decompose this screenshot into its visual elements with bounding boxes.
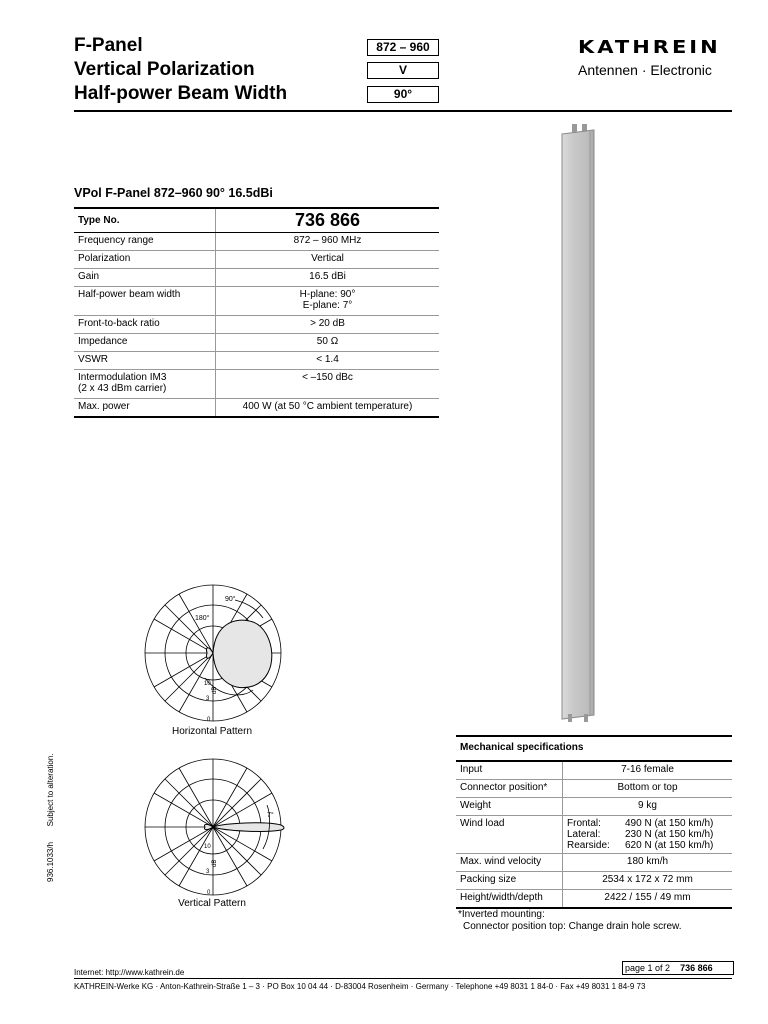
- mech-value: 2422 / 155 / 49 mm: [563, 890, 733, 909]
- wind-val: 620 N (at 150 km/h): [625, 840, 714, 851]
- electrical-spec-table: [74, 207, 439, 418]
- v-angle-label: 7°: [267, 812, 274, 819]
- mech-label: Height/width/depth: [456, 890, 563, 909]
- frequency-badge: 872 – 960: [367, 39, 439, 56]
- spec-value: < 1.4: [216, 352, 440, 370]
- doc-code: 936.1033/h: [46, 841, 55, 882]
- v-scale-3: 3: [206, 869, 210, 875]
- h-angle-label: 90°: [225, 596, 236, 603]
- note-line-2: Connector position top: Change drain hole screw.: [463, 921, 682, 932]
- vertical-pattern-caption: Vertical Pattern: [178, 898, 246, 909]
- mechanical-spec-table: [456, 735, 732, 909]
- horizontal-pattern-caption: Horizontal Pattern: [171, 726, 253, 737]
- h-db-label: dB: [212, 686, 218, 694]
- spec-value: 50 Ω: [216, 334, 440, 352]
- spec-row: [74, 334, 439, 352]
- spec-row: [74, 287, 439, 316]
- company-address: KATHREIN-Werke KG · Anton-Kathrein-Straße 1 – 3 · PO Box 10 04 44 · D-83004 Rosenheim · Germany · Telephone +49 8031 1 84-0 · Fax +49 8031 1 84-9 73: [74, 982, 646, 991]
- page-indicator: [622, 961, 734, 975]
- note-line-1: *Inverted mounting:: [458, 909, 545, 920]
- h-scale-0: 0: [207, 717, 211, 723]
- spec-label: Max. power: [74, 399, 216, 418]
- im3-label: Intermodulation IM3: [78, 372, 167, 383]
- page-number: page 1 of 2: [625, 963, 671, 973]
- wind-key: Rearside:: [567, 840, 610, 851]
- h-scale-10: 10: [204, 681, 211, 687]
- type-number: 736 866: [216, 208, 440, 233]
- spec-row: [74, 352, 439, 370]
- mech-row: [456, 798, 732, 816]
- spec-row: [74, 269, 439, 287]
- im3-label-note: (2 x 43 dBm carrier): [78, 383, 167, 394]
- document-code: [46, 753, 55, 882]
- wind-load-values: [563, 816, 733, 854]
- mech-row: [456, 854, 732, 872]
- product-subtitle: VPol F-Panel 872–960 90° 16.5dBi: [74, 186, 273, 200]
- spec-value: [216, 287, 440, 316]
- mech-row: [456, 761, 732, 780]
- mech-value: 7-16 female: [563, 761, 733, 780]
- wind-key: Lateral:: [567, 829, 601, 840]
- spec-label: [74, 370, 216, 399]
- e-plane-value: E-plane: 7°: [302, 300, 353, 311]
- type-row: [74, 208, 439, 233]
- polarization-badge: V: [367, 62, 439, 79]
- spec-label: Frequency range: [74, 233, 216, 251]
- title-line-3: Half-power Beam Width: [74, 83, 288, 104]
- spec-value: Vertical: [216, 251, 440, 269]
- internet-link[interactable]: Internet: http://www.kathrein.de: [74, 968, 185, 977]
- h-scale-3: 3: [206, 696, 210, 702]
- spec-value: 400 W (at 50 °C ambient temperature): [216, 399, 440, 418]
- mech-label: Connector position*: [456, 780, 563, 798]
- beamwidth-badge: 90°: [367, 86, 439, 103]
- spec-label: VSWR: [74, 352, 216, 370]
- vertical-pattern-diagram: [135, 757, 295, 902]
- spec-label: Half-power beam width: [74, 287, 216, 316]
- logo-tagline: Antennen · Electronic: [578, 62, 712, 78]
- mech-label: Max. wind velocity: [456, 854, 563, 872]
- title-line-2: Vertical Polarization: [74, 59, 255, 80]
- spec-row: [74, 316, 439, 334]
- spec-label: Front-to-back ratio: [74, 316, 216, 334]
- footer-rule: [74, 978, 732, 979]
- wind-val: 490 N (at 150 km/h): [625, 818, 714, 829]
- page-title: [74, 34, 287, 106]
- v-db-label: dB: [212, 859, 218, 867]
- title-line-1: F-Panel: [74, 35, 143, 56]
- mech-value: 9 kg: [563, 798, 733, 816]
- wind-key: Frontal:: [567, 818, 601, 829]
- spec-value: > 20 dB: [216, 316, 440, 334]
- mech-row: [456, 872, 732, 890]
- mech-value: 180 km/h: [563, 854, 733, 872]
- v-scale-10: 10: [204, 844, 211, 850]
- subject-to-alteration: Subject to alteration.: [46, 753, 55, 827]
- wind-lateral: [567, 829, 728, 840]
- spec-value: 872 – 960 MHz: [216, 233, 440, 251]
- h-back-angle-label: 180°: [195, 615, 210, 622]
- page-type-number: 736 866: [680, 963, 713, 973]
- wind-frontal: [567, 818, 728, 829]
- spec-row: [74, 233, 439, 251]
- mech-row: [456, 890, 732, 909]
- mech-row: [456, 780, 732, 798]
- spec-row: [74, 251, 439, 269]
- inverted-mounting-note: [458, 909, 681, 933]
- wind-val: 230 N (at 150 km/h): [625, 829, 714, 840]
- mech-value: Bottom or top: [563, 780, 733, 798]
- mech-header-row: [456, 736, 732, 761]
- mech-label: Wind load: [456, 816, 563, 854]
- spec-label: Impedance: [74, 334, 216, 352]
- h-plane-value: H-plane: 90°: [299, 289, 356, 300]
- horizontal-pattern-diagram: [135, 580, 295, 725]
- wind-rearside: [567, 840, 728, 851]
- v-scale-0: 0: [207, 890, 211, 896]
- kathrein-logo: KATHREIN: [578, 37, 721, 58]
- mech-label: Weight: [456, 798, 563, 816]
- spec-row: [74, 399, 439, 418]
- mech-title: Mechanical specifications: [456, 736, 732, 761]
- mech-label: Input: [456, 761, 563, 780]
- mech-label: Packing size: [456, 872, 563, 890]
- spec-row: [74, 370, 439, 399]
- spec-label: Polarization: [74, 251, 216, 269]
- spec-value: < –150 dBc: [216, 370, 440, 399]
- spec-value: 16.5 dBi: [216, 269, 440, 287]
- spec-label: Gain: [74, 269, 216, 287]
- mech-row-wind: [456, 816, 732, 854]
- mech-value: 2534 x 172 x 72 mm: [563, 872, 733, 890]
- antenna-panel-image: [554, 120, 604, 725]
- header-rule: [74, 110, 732, 112]
- type-label: Type No.: [74, 208, 216, 233]
